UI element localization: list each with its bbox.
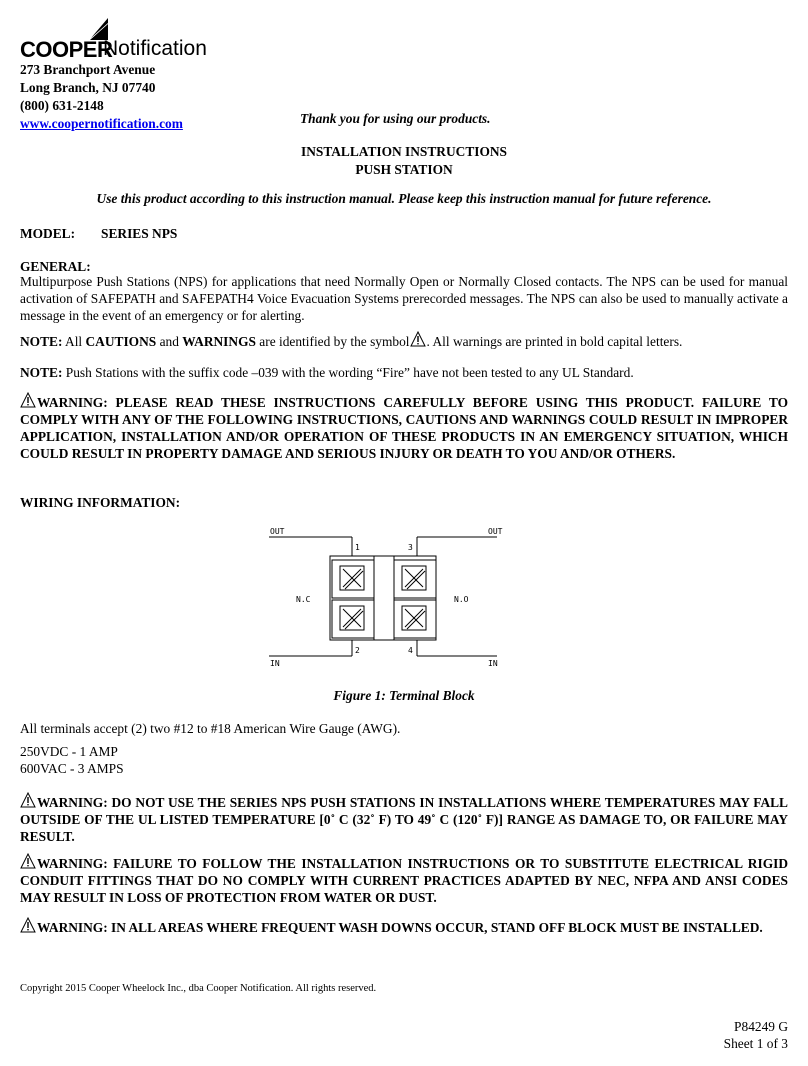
website-link[interactable]: www.coopernotification.com [20, 116, 183, 131]
company-logo [20, 18, 220, 62]
label-terminal-2: 2 [355, 646, 360, 655]
label-out-left: OUT [270, 527, 285, 536]
model-line [20, 225, 788, 242]
model-value: SERIES NPS [101, 226, 178, 241]
label-no: N.O [454, 595, 469, 604]
model-label: MODEL: [20, 226, 76, 241]
general-heading: GENERAL: [20, 259, 91, 274]
label-out-right: OUT [488, 527, 503, 536]
label-in-right: IN [488, 659, 498, 668]
logo-brand: COOPER [20, 37, 113, 62]
warning-triangle-icon [20, 853, 36, 869]
warning-read-instructions: WARNING: PLEASE READ THESE INSTRUCTIONS CAREFULLY BEFORE USING THIS PRODUCT. FAILURE TO COMPLY WITH ANY OF THE FOLLOWING INSTRUCTIONS, CAUTIONS AND WARNINGS COULD RESULT IN IMPROPER APPLICATION, INSTALLATION AND/OR OPERATION OF THESE PRODUCTS IN AN EMERGENCY SITUATION, WHICH COULD RESULT IN PROPERTY DAMAGE AND SERIOUS INJURY OR DEATH TO YOU AND/OR OTHERS. [20, 392, 788, 462]
intro-text: Use this product according to this instruction manual. Please keep this instruction manual for future reference. [96, 191, 712, 206]
rating-ac: 600VAC - 3 AMPS [20, 761, 124, 776]
note-label: NOTE: [20, 334, 63, 349]
document-number-block [724, 1018, 788, 1052]
warning-wash-down: WARNING: IN ALL AREAS WHERE FREQUENT WASH DOWNS OCCUR, STAND OFF BLOCK MUST BE INSTALLED. [20, 917, 788, 936]
title-line-1: INSTALLATION INSTRUCTIONS [301, 144, 507, 159]
general-text: Multipurpose Push Stations (NPS) for applications that need Normally Open or Normally Closed contacts. The NPS can be used for manual activation of SAFEPATH and SAFEPATH4 Voice Evacuation Systems prerecorded messages. The NPS can also be used to manually activate a message in the event of an emergency or for alerting. [20, 274, 788, 323]
company-address [20, 61, 183, 133]
warning-triangle-icon [20, 392, 36, 408]
title-line-2: PUSH STATION [355, 162, 453, 177]
rating-dc: 250VDC - 1 AMP [20, 744, 118, 759]
figure-caption: Figure 1: Terminal Block [333, 688, 475, 703]
phone-number: (800) 631-2148 [20, 98, 104, 113]
note-label: NOTE: [20, 365, 63, 380]
sheet-number: Sheet 1 of 3 [723, 1036, 788, 1051]
logo-brand-suffix: Notification [103, 37, 207, 60]
address-line-1: 273 Branchport Avenue [20, 62, 156, 77]
label-terminal-1: 1 [355, 543, 360, 552]
label-nc: N.C [296, 595, 311, 604]
label-in-left: IN [270, 659, 280, 668]
terminal-block-diagram [252, 526, 514, 668]
copyright: Copyright 2015 Cooper Wheelock Inc., dba Cooper Notification. All rights reserved. [20, 983, 377, 994]
label-terminal-4: 4 [408, 646, 413, 655]
warning-conduit: WARNING: FAILURE TO FOLLOW THE INSTALLATION INSTRUCTIONS OR TO SUBSTITUTE ELECTRICAL RIGID CONDUIT FITTINGS THAT DO NO COMPLY WITH CURRENT PRACTICES ADAPTED BY NEC, NFPA AND ANSI CODES MAY RESULT IN LOSS OF PROTECTION FROM WATER OR DUST. [20, 853, 788, 906]
warning-triangle-icon [20, 792, 36, 808]
wiring-heading: WIRING INFORMATION: [20, 495, 181, 510]
label-terminal-3: 3 [408, 543, 413, 552]
note-untested: NOTE: Push Stations with the suffix code –039 with the wording “Fire” have not been tested to any UL Standard. [20, 365, 634, 380]
awg-text: All terminals accept (2) two #12 to #18 American Wire Gauge (AWG). [20, 721, 401, 736]
warning-triangle-icon [20, 917, 36, 933]
warning-triangle-icon [410, 331, 426, 347]
address-line-2: Long Branch, NJ 07740 [20, 80, 156, 95]
document-number: P84249 G [734, 1019, 788, 1034]
document-title [0, 143, 808, 179]
warning-temperature: WARNING: DO NOT USE THE SERIES NPS PUSH STATIONS IN INSTALLATIONS WHERE TEMPERATURES MAY FALL OUTSIDE OF THE UL LISTED TEMPERATURE [0˚ C (32˚ F) TO 49˚ C (120˚ F)] RANGE AS DAMAGE TO, OR FAILURE MAY RESULT. [20, 792, 788, 845]
note-symbol: NOTE: All CAUTIONS and WARNINGS are identified by the symbol . All warnings are printed in bold capital letters. [20, 331, 788, 350]
thank-you-text: Thank you for using our products. [300, 111, 491, 126]
